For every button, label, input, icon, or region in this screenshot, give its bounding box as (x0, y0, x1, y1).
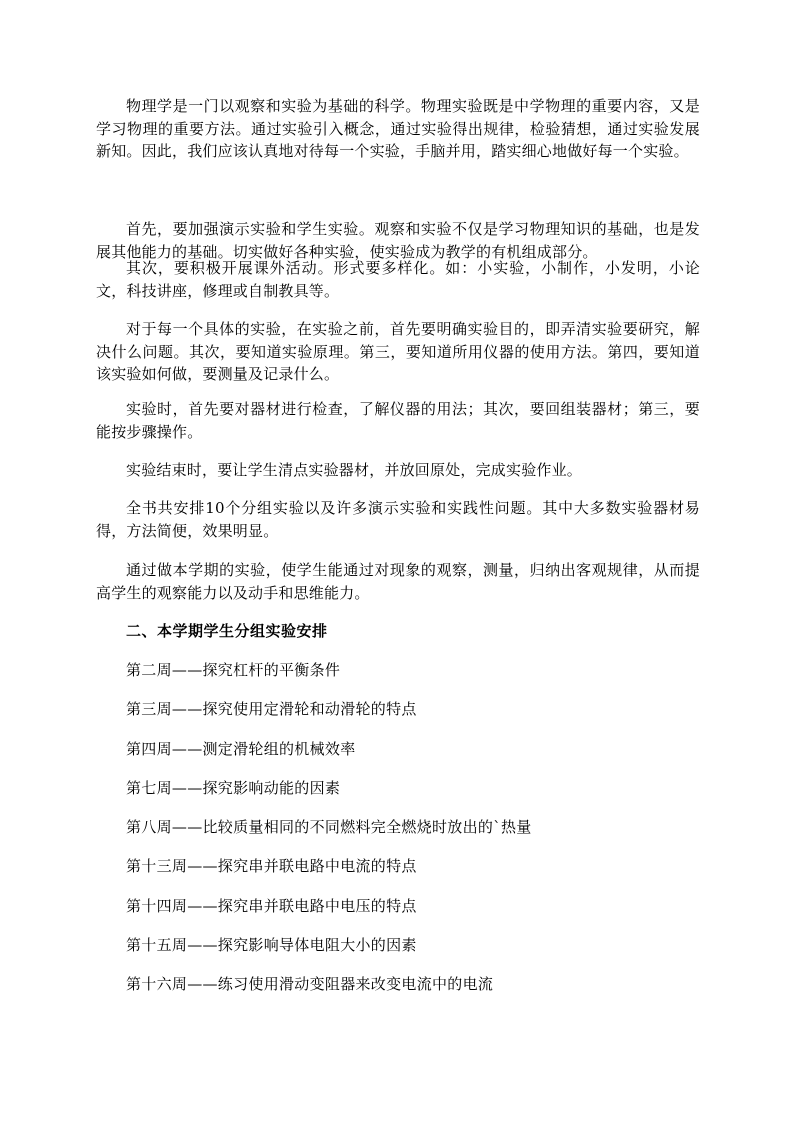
paragraph-second: 其次，要积极开展课外活动。形式要多样化。如：小实验，小制作，小发明，小论文，科技讲座，修理或自制教具等。 (96, 259, 700, 300)
schedule-item: 第十六周——练习使用滑动变阻器来改变电流中的电流 (126, 975, 494, 994)
paragraph-experiment-prep: 对于每一个具体的实验，在实验之前，首先要明确实验目的，即弄清实验要研究，解决什么问题。其次，要知道实验原理。第三，要知道所用仪器的使用方法。第四，要知道该实验如何做，要测量及记录什么。 (96, 320, 700, 383)
schedule-item: 第十四周——探究串并联电路中电压的特点 (126, 896, 417, 915)
paragraph-experiment-during: 实验时，首先要对器材进行检查，了解仪器的用法；其次，要回组装器材；第三，要能按步骤操作。 (96, 400, 700, 441)
paragraph-goal: 通过做本学期的实验，使学生能通过对现象的观察，测量，归纳出客观规律，从而提高学生的观察能力以及动手和思维能力。 (96, 561, 700, 602)
schedule-item: 第十五周——探究影响导体电阻大小的因素 (126, 936, 417, 955)
schedule-item: 第四周——测定滑轮组的机械效率 (126, 739, 356, 758)
schedule-item: 第十三周——探究串并联电路中电流的特点 (126, 857, 417, 876)
schedule-item: 第七周——探究影响动能的因素 (126, 778, 341, 797)
paragraph-intro: 物理学是一门以观察和实验为基础的科学。物理实验既是中学物理的重要内容，又是学习物理的重要方法。通过实验引入概念，通过实验得出规律，检验猜想，通过实验发展新知。因此，我们应该认真地对待每一个实验，手脑并用，踏实细心地做好每一个实验。 (96, 97, 700, 160)
schedule-item: 第八周——比较质量相同的不同燃料完全燃烧时放出的`热量 (126, 818, 532, 837)
paragraph-first: 首先，要加强演示实验和学生实验。观察和实验不仅是学习物理知识的基础，也是发展其他能力的基础。切实做好各种实验，使实验成为教学的有机组成部分。 (96, 220, 700, 261)
section-heading: 二、本学期学生分组实验安排 (126, 622, 328, 640)
schedule-list (126, 659, 532, 1013)
schedule-item: 第二周——探究杠杆的平衡条件 (126, 661, 341, 679)
paragraph-experiment-end: 实验结束时，要让学生清点实验器材，并放回原处，完成实验作业。 (126, 461, 583, 479)
schedule-item: 第三周——探究使用定滑轮和动滑轮的特点 (126, 700, 417, 719)
paragraph-book-overview: 全书共安排10个分组实验以及许多演示实验和实践性问题。其中大多数实验器材易得，方法简便，效果明显。 (96, 499, 700, 540)
